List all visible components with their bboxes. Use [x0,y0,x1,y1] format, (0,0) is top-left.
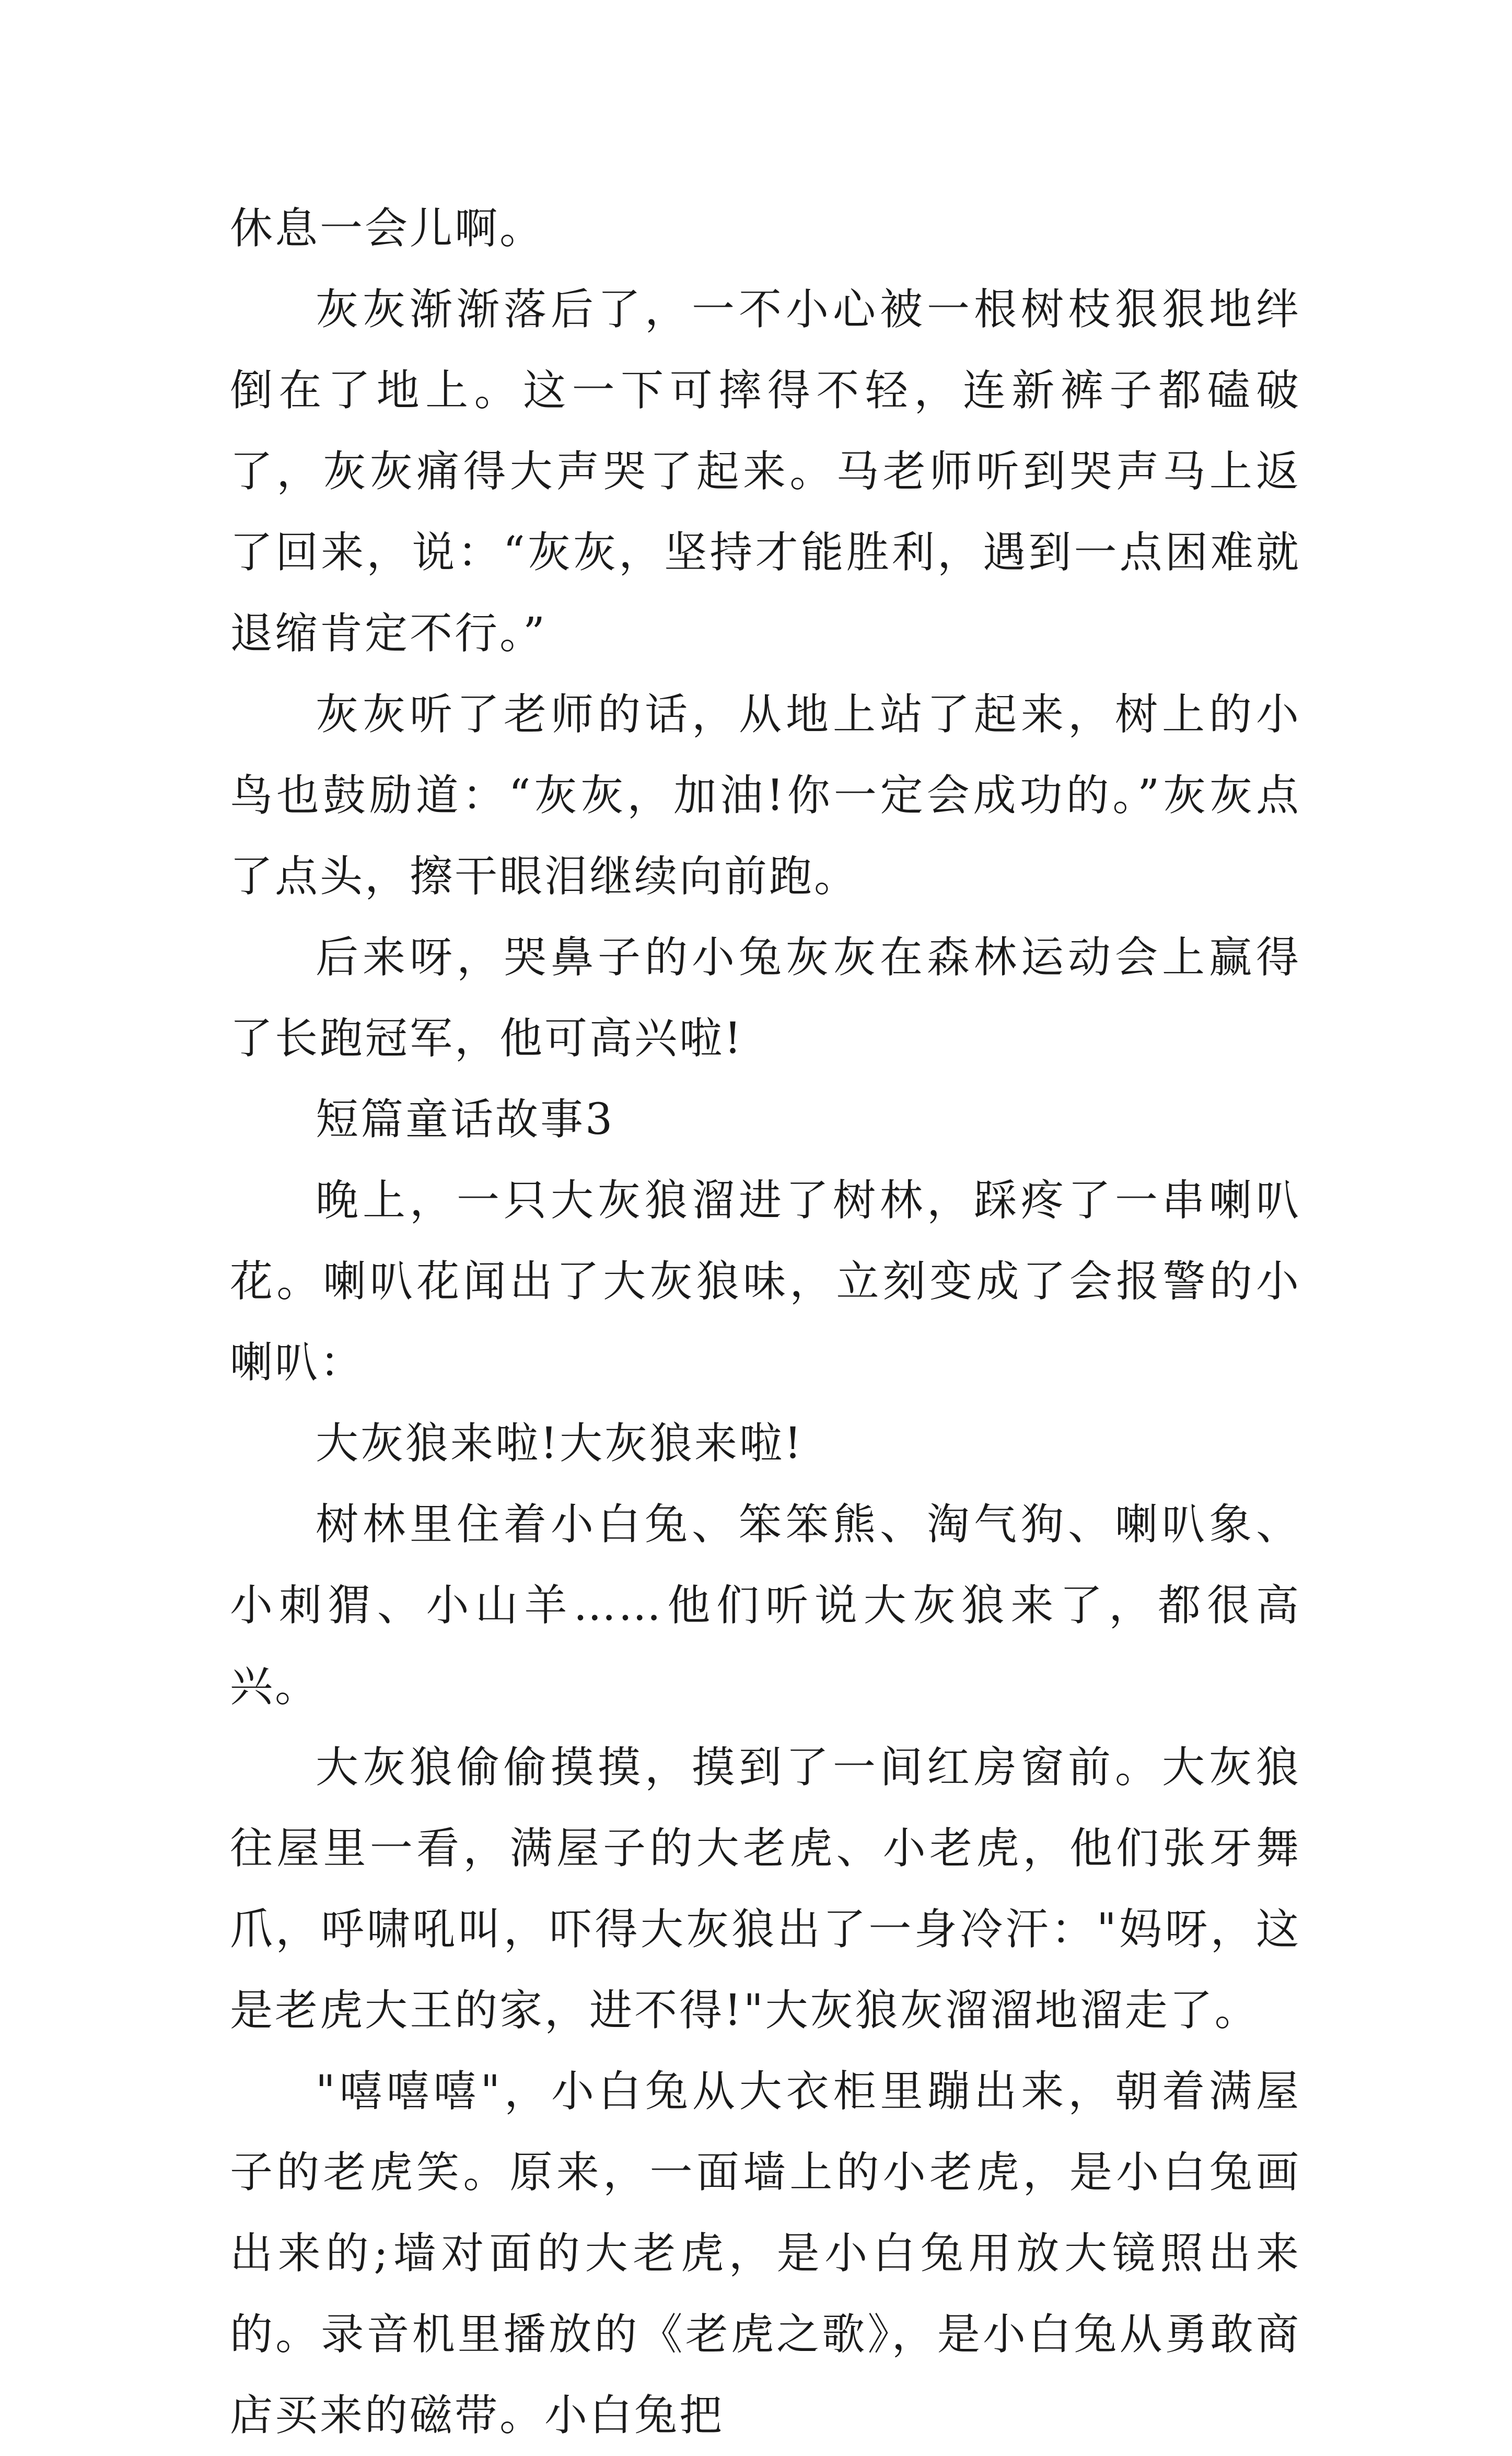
paragraph: "嘻嘻嘻"，小白兔从大衣柜里蹦出来，朝着满屋子的老虎笑。原来，一面墙上的小老虎，是小白兔画出来的;墙对面的大老虎，是小白兔用放大镜照出来的。录音机里播放的《老虎之歌》，是小白兔从勇敢商店买来的磁带。小白兔把 [230,2067,1301,2440]
paragraph-continuation: 休息一会儿啊。 [230,204,545,253]
paragraph: 树林里住着小白兔、笨笨熊、淘气狗、喇叭象、小刺猬、小山羊……他们听说大灰狼来了，都很高兴。 [230,1500,1301,1711]
section-heading: 短篇童话故事3 [316,1095,615,1144]
paragraph: 灰灰渐渐落后了，一不小心被一根树枝狠狠地绊倒在了地上。这一下可摔得不轻，连新裤子都磕破了，灰灰痛得大声哭了起来。马老师听到哭声马上返了回来，说：“灰灰，坚持才能胜利，遇到一点困难就退缩肯定不行。” [230,285,1301,658]
document-body [230,188,1301,2456]
paragraph: 晚上，一只大灰狼溜进了树林，踩疼了一串喇叭花。喇叭花闻出了大灰狼味，立刻变成了会报警的小喇叭： [230,1176,1301,1387]
paragraph: 大灰狼来啦!大灰狼来啦! [316,1419,804,1468]
paragraph: 灰灰听了老师的话，从地上站了起来，树上的小鸟也鼓励道：“灰灰，加油!你一定会成功的。”灰灰点了点头，擦干眼泪继续向前跑。 [230,690,1301,901]
paragraph: 后来呀，哭鼻子的小兔灰灰在森林运动会上赢得了长跑冠军，他可高兴啦! [230,933,1301,1063]
paragraph: 大灰狼偷偷摸摸，摸到了一间红房窗前。大灰狼往屋里一看，满屋子的大老虎、小老虎，他们张牙舞爪，呼啸吼叫，吓得大灰狼出了一身冷汗："妈呀，这是老虎大王的家，进不得!"大灰狼灰溜溜地溜走了。 [230,1743,1301,2035]
